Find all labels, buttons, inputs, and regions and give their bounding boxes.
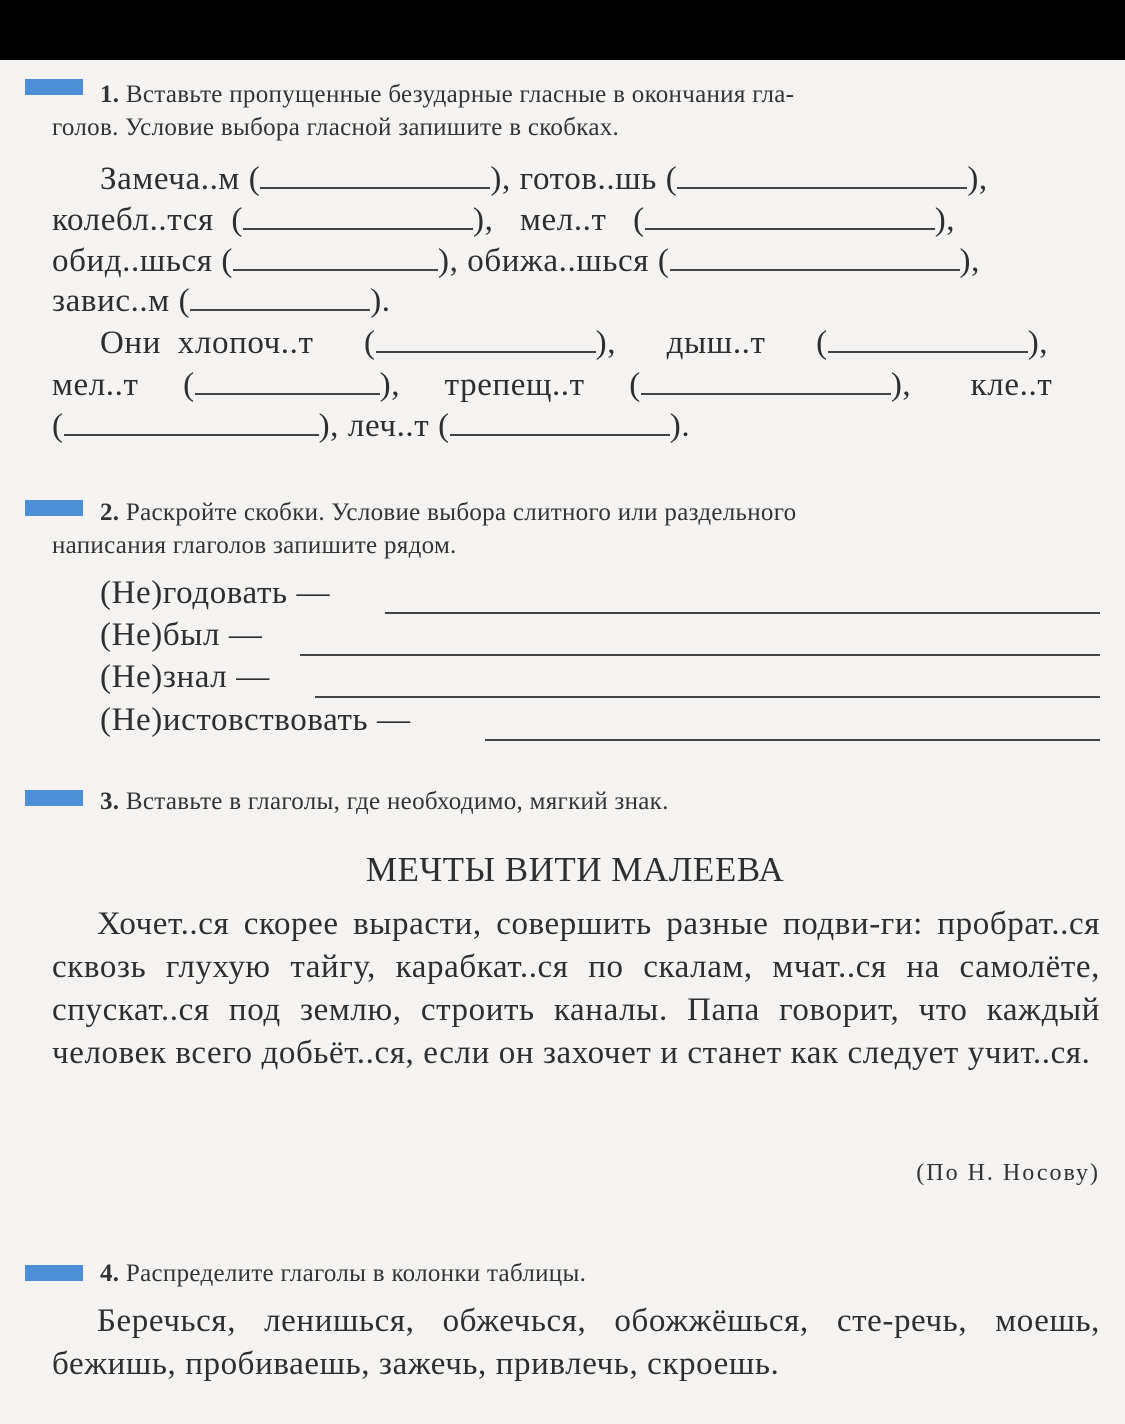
task-1-row-4: завис..м ( ). [52, 283, 391, 319]
task-1-instruction [52, 78, 1100, 144]
task-1-row-2: колебл..тся ( ), мел..т ( ), [52, 202, 956, 238]
task-1-row-5: Они хлопоч..т ( ), дыш..т ( ), [100, 325, 1049, 361]
task-2-instruction-line-1: Раскройте скобки. Условие выбора слитного или раздельного [125, 499, 797, 526]
answer-line[interactable] [385, 612, 1100, 614]
answer-blank[interactable] [233, 243, 438, 271]
answer-line[interactable] [300, 654, 1100, 656]
task-1-number: 1. [100, 81, 120, 108]
answer-blank[interactable] [195, 367, 380, 395]
word: Замеча..м [100, 161, 240, 197]
word: дыш..т [666, 325, 766, 361]
answer-blank[interactable] [260, 161, 490, 189]
task-2-instruction-line-2: написания глаголов запишите рядом. [52, 532, 457, 559]
task-3-instruction-text: Вставьте в глаголы, где необходимо, мягкий знак. [125, 788, 669, 815]
answer-blank[interactable] [243, 202, 473, 230]
task-1-row-7: ( ), леч..т ( ). [52, 408, 691, 444]
answer-blank[interactable] [677, 161, 967, 189]
answer-line[interactable] [315, 696, 1100, 698]
answer-blank[interactable] [641, 367, 891, 395]
word: Они хлопоч..т [100, 325, 314, 361]
answer-blank[interactable] [190, 283, 370, 311]
word: трепещ..т [444, 367, 585, 403]
word: мел..т [520, 202, 607, 238]
task-2-item: (Не)годовать — [100, 575, 331, 611]
word: обижа..шься [467, 243, 650, 279]
answer-blank[interactable] [670, 243, 960, 271]
story-author: (По Н. Носову) [916, 1160, 1100, 1186]
task-4-text [52, 1300, 1100, 1386]
task-4-number: 4. [100, 1260, 120, 1287]
word: обид..шься [52, 243, 213, 279]
task-2-item: (Не)был — [100, 617, 263, 653]
task-2-number: 2. [100, 499, 120, 526]
verbs-list: Беречься, ленишься, обжечься, обожжёшься, сте-речь, моешь, бежишь, пробиваешь, зажечь, привлечь, скроешь. [52, 1303, 1100, 1382]
story-text [52, 903, 1100, 1075]
word: колебл..тся [52, 202, 214, 238]
task-1-instruction-line-1: Вставьте пропущенные безударные гласные в окончания гла- [125, 81, 795, 108]
answer-blank[interactable] [64, 408, 319, 436]
task-2-item: (Не)знал — [100, 659, 270, 695]
answer-blank[interactable] [645, 202, 935, 230]
task-3-number: 3. [100, 788, 120, 815]
word: завис..м [52, 283, 170, 319]
task-1-row-1: Замеча..м ( ), готов..шь ( ), [100, 161, 988, 197]
task-4-instruction-text: Распределите глаголы в колонки таблицы. [125, 1260, 587, 1287]
top-bar [0, 0, 1125, 60]
task-1-row-6: мел..т ( ), трепещ..т ( ), кле..т [52, 367, 1053, 403]
answer-blank[interactable] [450, 408, 670, 436]
word: леч..т [347, 408, 430, 444]
answer-line[interactable] [485, 739, 1100, 741]
task-3-instruction [52, 785, 1100, 818]
task-4-instruction [52, 1257, 1100, 1290]
task-2-item: (Не)истовствовать — [100, 702, 411, 738]
answer-blank[interactable] [828, 325, 1028, 353]
word: мел..т [52, 367, 139, 403]
story-paragraph: Хочет..ся скорее вырасти, совершить разные подви-ги: пробрат..ся сквозь глухую тайгу, карабкат..ся по скалам, мчат..ся на самолёте, спускат..ся под землю, строить каналы. Папа говорит, что каждый человек всего добьёт..ся, если он захочет и станет как следует учит..ся. [52, 906, 1100, 1071]
answer-blank[interactable] [376, 325, 596, 353]
story-title: МЕЧТЫ ВИТИ МАЛЕЕВА [365, 850, 785, 889]
task-1-instruction-line-2: голов. Условие выбора гласной запишите в скобках. [52, 114, 620, 141]
word: кле..т [970, 367, 1053, 403]
task-2-instruction [52, 496, 1100, 562]
task-1-row-3: обид..шься ( ), обижа..шься ( ), [52, 243, 980, 279]
word: готов..шь [519, 161, 657, 197]
